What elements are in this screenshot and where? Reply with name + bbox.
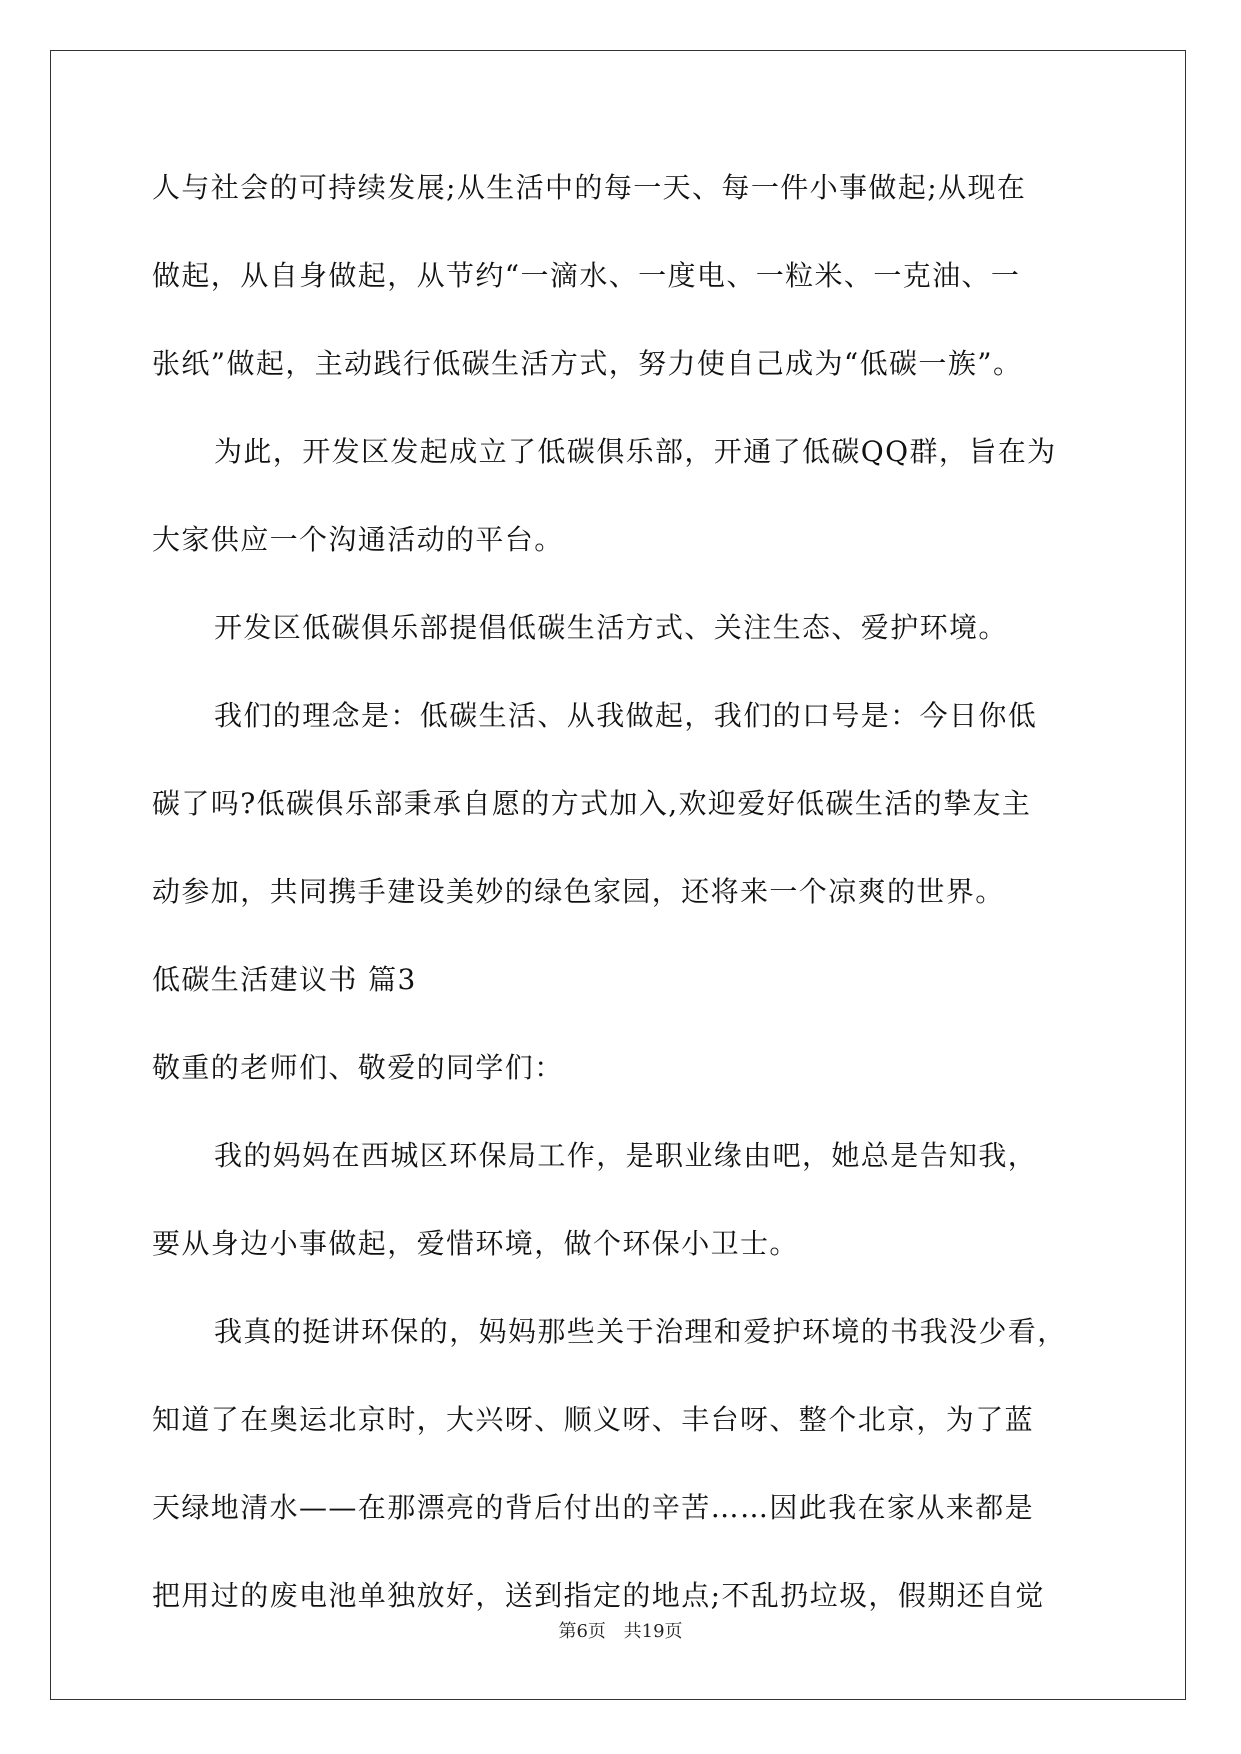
- text-line: 我们的理念是：低碳生活、从我做起，我们的口号是：今日你低: [214, 699, 1038, 732]
- text-line: 张纸”做起，主动践行低碳生活方式，努力使自己成为“低碳一族”。: [152, 347, 1023, 380]
- page-number: 第6页: [558, 1621, 606, 1642]
- text-line: 人与社会的可持续发展;从生活中的每一天、每一件小事做起;从现在: [152, 171, 1027, 204]
- text-line: 要从身边小事做起，爱惜环境，做个环保小卫士。: [152, 1227, 799, 1260]
- section-heading: 低碳生活建议书 篇3: [152, 963, 417, 996]
- text-line: 做起，从自身做起，从节约“一滴水、一度电、一粒米、一克油、一: [152, 259, 1021, 292]
- text-line: 为此，开发区发起成立了低碳俱乐部，开通了低碳QQ群，旨在为: [214, 435, 1057, 468]
- text-line: 知道了在奥运北京时，大兴呀、顺义呀、丰台呀、整个北京，为了蓝: [152, 1403, 1035, 1436]
- text-line: 大家供应一个沟通活动的平台。: [152, 523, 564, 556]
- document-body: [152, 166, 1092, 1662]
- page-footer: [0, 1620, 1241, 1644]
- text-line: 碳了吗?低碳俱乐部秉承自愿的方式加入,欢迎爱好低碳生活的挚友主: [152, 787, 1032, 820]
- text-line: 我真的挺讲环保的，妈妈那些关于治理和爱护环境的书我没少看，: [214, 1315, 1067, 1348]
- text-line: 天绿地清水——在那漂亮的背后付出的辛苦……因此我在家从来都是: [152, 1491, 1035, 1524]
- text-line: 开发区低碳俱乐部提倡低碳生活方式、关注生态、爱护环境。: [214, 611, 1008, 644]
- text-line: 把用过的废电池单独放好，送到指定的地点;不乱扔垃圾，假期还自觉: [152, 1579, 1045, 1612]
- text-line: 动参加，共同携手建设美妙的绿色家园，还将来一个凉爽的世界。: [152, 875, 1005, 908]
- page-total: 共19页: [623, 1621, 683, 1642]
- text-line: 我的妈妈在西城区环保局工作，是职业缘由吧，她总是告知我，: [214, 1139, 1038, 1172]
- salutation: 敬重的老师们、敬爱的同学们：: [152, 1051, 564, 1084]
